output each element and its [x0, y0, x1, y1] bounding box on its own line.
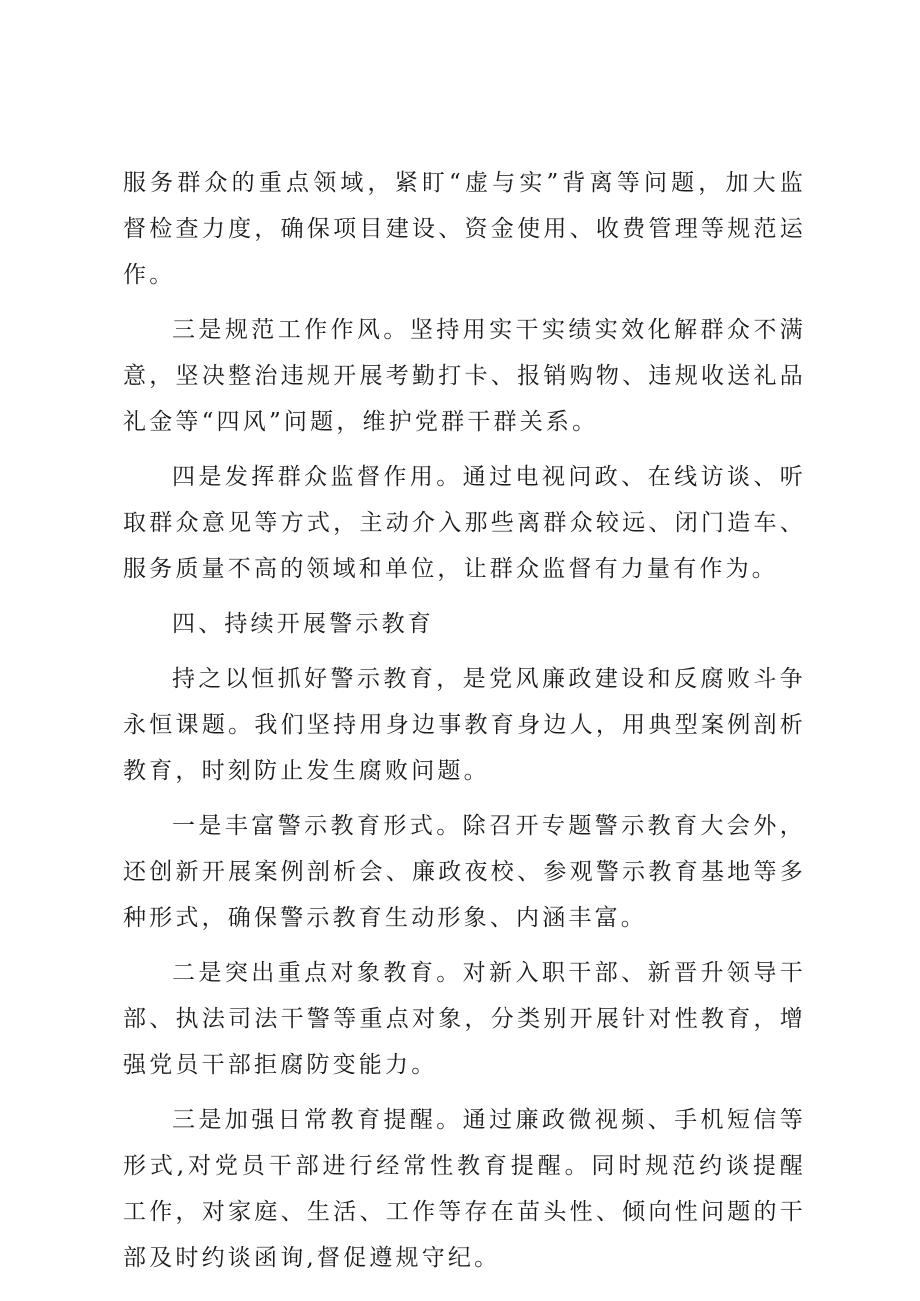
paragraph-work-style: 三是规范工作作风。坚持用实干实绩实效化解群众不满意，坚决整治违规开展考勤打卡、报销购物、违规收送礼品礼金等“四风”问题，维护党群干群关系。 [123, 317, 806, 435]
document-body [123, 160, 806, 1290]
paragraph-daily-reminders: 三是加强日常教育提醒。通过廉政微视频、手机短信等形式,对党员干部进行经常性教育提醒。同时规范约谈提醒工作，对家庭、生活、工作等存在苗头性、倾向性问题的干部及时约谈函询,督促遵规守纪。 [123, 1107, 806, 1271]
paragraph-education-forms: 一是丰富警示教育形式。除召开专题警示教育大会外，还创新开展案例剖析会、廉政夜校、参观警示教育基地等多种形式，确保警示教育生动形象、内涵丰富。 [123, 813, 806, 931]
section-heading-warning-education: 四、持续开展警示教育 [172, 611, 434, 637]
paragraph-warning-intro: 持之以恒抓好警示教育，是党风廉政建设和反腐败斗争永恒课题。我们坚持用身边事教育身边人，用典型案例剖析教育，时刻防止发生腐败问题。 [123, 666, 806, 784]
paragraph-continuation: 服务群众的重点领域，紧盯“虚与实”背离等问题，加大监督检查力度，确保项目建设、资金使用、收费管理等规范运作。 [123, 170, 806, 288]
paragraph-public-supervision: 四是发挥群众监督作用。通过电视问政、在线访谈、听取群众意见等方式，主动介入那些离群众较远、闭门造车、服务质量不高的领域和单位，让群众监督有力量有作为。 [123, 464, 806, 582]
paragraph-key-targets: 二是突出重点对象教育。对新入职干部、新晋升领导干部、执法司法干警等重点对象，分类别开展针对性教育，增强党员干部拒腐防变能力。 [123, 960, 806, 1078]
